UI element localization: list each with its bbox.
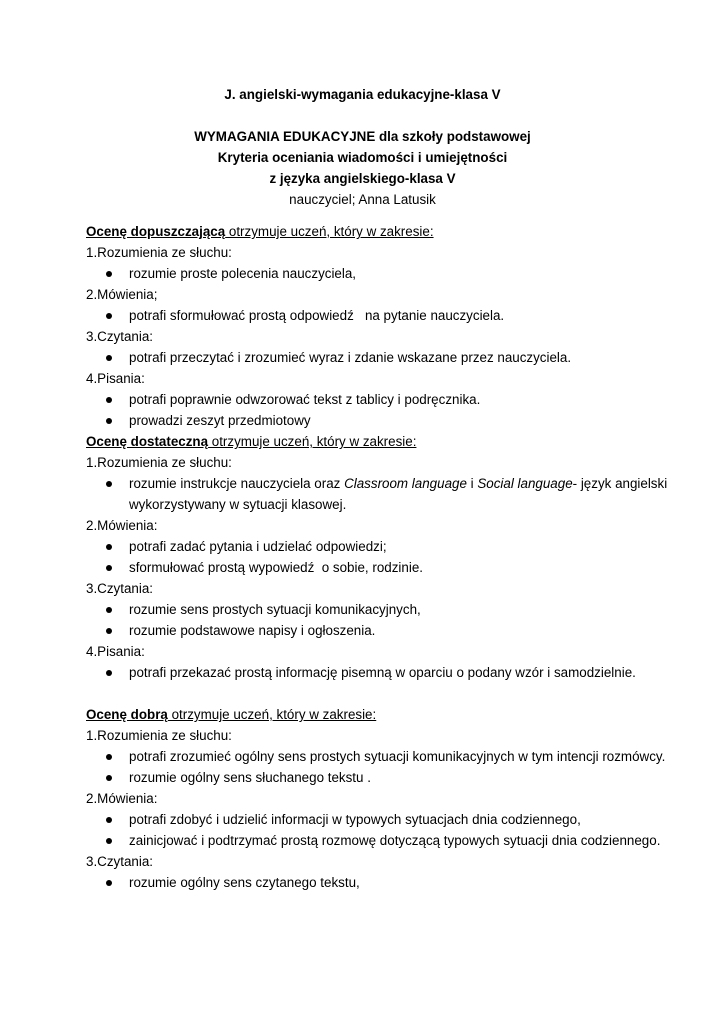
area-title-reading: 3.Czytania:	[86, 854, 153, 869]
list-item: rozumie podstawowe napisy i ogłoszenia.	[86, 620, 686, 641]
list-item: rozumie proste polecenia nauczyciela,	[86, 263, 686, 284]
area-title-speaking: 2.Mówienia:	[86, 518, 158, 533]
bullet-list	[86, 662, 686, 683]
document-title: J. angielski-wymagania edukacyjne-klasa V	[224, 87, 501, 102]
list-item: potrafi sformułować prostą odpowiedź na pytanie nauczyciela.	[86, 305, 686, 326]
grade-heading-rest: otrzymuje uczeń, który w zakresie:	[225, 224, 434, 239]
criteria-heading: Kryteria oceniania wiadomości i umiejętności	[217, 150, 508, 165]
bullet-list	[86, 536, 686, 578]
list-item: rozumie ogólny sens czytanego tekstu,	[86, 872, 686, 893]
list-item: potrafi przeczytać i zrozumieć wyraz i zdanie wskazane przez nauczyciela.	[86, 347, 686, 368]
bullet-icon	[106, 754, 112, 760]
list-item: potrafi zadać pytania i udzielać odpowiedzi;	[86, 536, 686, 557]
list-item: potrafi przekazać prostą informację pisemną w oparciu o podany wzór i samodzielnie.	[86, 662, 686, 683]
bullet-icon	[106, 397, 112, 403]
grade-heading	[86, 431, 686, 452]
bullet-icon	[106, 775, 112, 781]
area-title-listening: 1.Rozumienia ze słuchu:	[86, 245, 232, 260]
list-item: zainicjować i podtrzymać prostą rozmowę dotyczącą typowych sytuacji dnia codziennego.	[86, 830, 686, 851]
list-item: sformułować prostą wypowiedź o sobie, rodzinie.	[86, 557, 686, 578]
section-grade-dopuszczajaca	[86, 221, 686, 431]
grade-name: Ocenę dopuszczającą	[86, 224, 226, 239]
bullet-list	[86, 389, 686, 431]
grade-heading	[86, 221, 686, 242]
area-title-reading: 3.Czytania:	[86, 581, 153, 596]
grade-heading-rest: otrzymuje uczeń, który w zakresie:	[167, 707, 377, 722]
area-title-listening: 1.Rozumienia ze słuchu:	[86, 455, 232, 470]
teacher-name: nauczyciel; Anna Latusik	[289, 192, 436, 207]
bullet-list	[86, 347, 686, 368]
list-item: potrafi poprawnie odwzorować tekst z tablicy i podręcznika.	[86, 389, 686, 410]
bullet-icon	[106, 670, 112, 676]
bullet-icon	[106, 544, 112, 550]
section-grade-dostateczna	[86, 431, 686, 683]
bullet-list	[86, 473, 686, 515]
bullet-icon	[106, 880, 112, 886]
list-item: potrafi zrozumieć ogólny sens prostych sytuacji komunikacyjnych w tym intencji rozmówcy.	[86, 746, 686, 767]
bullet-icon	[106, 607, 112, 613]
bullet-list	[86, 872, 686, 893]
bullet-icon	[106, 271, 112, 277]
bullet-list	[86, 746, 686, 788]
grade-heading	[86, 704, 686, 725]
section-grade-dobra	[86, 704, 686, 893]
bullet-icon	[106, 817, 112, 823]
requirements-heading: WYMAGANIA EDUKACYJNE dla szkoły podstawowej	[194, 129, 531, 144]
bullet-list	[86, 809, 686, 851]
grade-name: Ocenę dostateczną	[86, 434, 209, 449]
area-title-listening: 1.Rozumienia ze słuchu:	[86, 728, 232, 743]
bullet-list	[86, 305, 686, 326]
document-body	[86, 221, 686, 893]
bullet-list	[86, 599, 686, 641]
area-title-writing: 4.Pisania:	[86, 371, 145, 386]
area-title-reading: 3.Czytania:	[86, 329, 153, 344]
area-title-speaking: 2.Mówienia;	[86, 287, 158, 302]
area-title-speaking: 2.Mówienia:	[86, 791, 158, 806]
grade-heading-rest: otrzymuje uczeń, który w zakresie:	[208, 434, 417, 449]
bullet-icon	[106, 481, 112, 487]
document-header	[0, 84, 725, 210]
list-item: potrafi zdobyć i udzielić informacji w typowych sytuacjach dnia codziennego,	[86, 809, 686, 830]
bullet-list	[86, 263, 686, 284]
bullet-icon	[106, 565, 112, 571]
subject-heading: z języka angielskiego-klasa V	[269, 171, 456, 186]
bullet-icon	[106, 355, 112, 361]
bullet-icon	[106, 418, 112, 424]
list-item: rozumie sens prostych sytuacji komunikacyjnych,	[86, 599, 686, 620]
grade-name: Ocenę dobrą	[86, 707, 168, 722]
section-spacer	[86, 683, 686, 704]
bullet-icon	[106, 838, 112, 844]
bullet-icon	[106, 313, 112, 319]
list-item: prowadzi zeszyt przedmiotowy	[86, 410, 686, 431]
area-title-writing: 4.Pisania:	[86, 644, 145, 659]
bullet-icon	[106, 628, 112, 634]
list-item: rozumie ogólny sens słuchanego tekstu .	[86, 767, 686, 788]
list-item: rozumie instrukcje nauczyciela oraz Classroom language i Social language- język angielski wykorzystywany w sytuacji klasowej.	[86, 473, 686, 515]
